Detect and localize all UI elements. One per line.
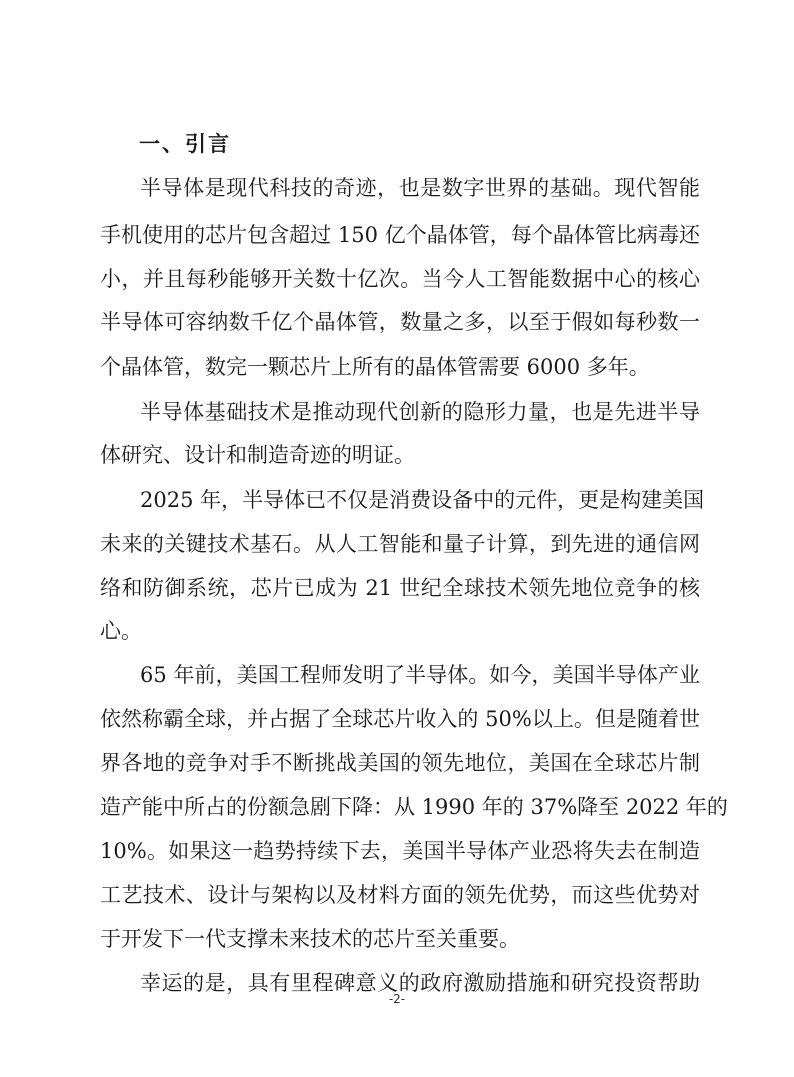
paragraph-line: 幸运的是，具有里程碑意义的政府激励措施和研究投资帮助 (140, 971, 700, 995)
paragraph-line: 工艺技术、设计与架构以及材料方面的领先优势，而这些优势对 (100, 883, 700, 907)
paragraph-line: 2025 年，半导体已不仅是消费设备中的元件，更是构建美国 (140, 488, 705, 512)
paragraph-line: 心。 (100, 619, 142, 643)
paragraph-line: 半导体可容纳数千亿个晶体管，数量之多，以至于假如每秒数一 (100, 310, 700, 334)
paragraph-line: 未来的关键技术基石。从人工智能和量子计算，到先进的通信网 (100, 532, 700, 556)
page-number: -2- (388, 992, 406, 1006)
paragraph-line: 半导体是现代科技的奇迹，也是数字世界的基础。现代智能 (140, 176, 700, 200)
paragraph-line: 小，并且每秒能够开关数十亿次。当今人工智能数据中心的核心 (100, 267, 700, 291)
paragraph-line: 10%。如果这一趋势持续下去，美国半导体产业恐将失去在制造 (100, 839, 700, 863)
paragraph-line: 造产能中所占的份额急剧下降：从 1990 年的 37%降至 2022 年的 (100, 795, 728, 819)
paragraph-line: 于开发下一代支撑未来技术的芯片至关重要。 (100, 927, 520, 951)
paragraph-line: 体研究、设计和制造奇迹的明证。 (100, 443, 415, 467)
section-heading: 一、引言 (139, 132, 231, 156)
paragraph-line: 个晶体管，数完一颗芯片上所有的晶体管需要 6000 多年。 (100, 355, 650, 379)
paragraph-line: 络和防御系统，芯片已成为 21 世纪全球技术领先地位竞争的核 (100, 576, 700, 600)
paragraph-line: 半导体基础技术是推动现代创新的隐形力量，也是先进半导 (140, 400, 700, 424)
paragraph-line: 依然称霸全球，并占据了全球芯片收入的 50%以上。但是随着世 (100, 707, 700, 731)
paragraph-line: 界各地的竞争对手不断挑战美国的领先地位，美国在全球芯片制 (100, 751, 700, 775)
paragraph-line: 65 年前，美国工程师发明了半导体。如今，美国半导体产业 (140, 663, 700, 687)
paragraph-line: 手机使用的芯片包含超过 150 亿个晶体管，每个晶体管比病毒还 (100, 223, 700, 247)
